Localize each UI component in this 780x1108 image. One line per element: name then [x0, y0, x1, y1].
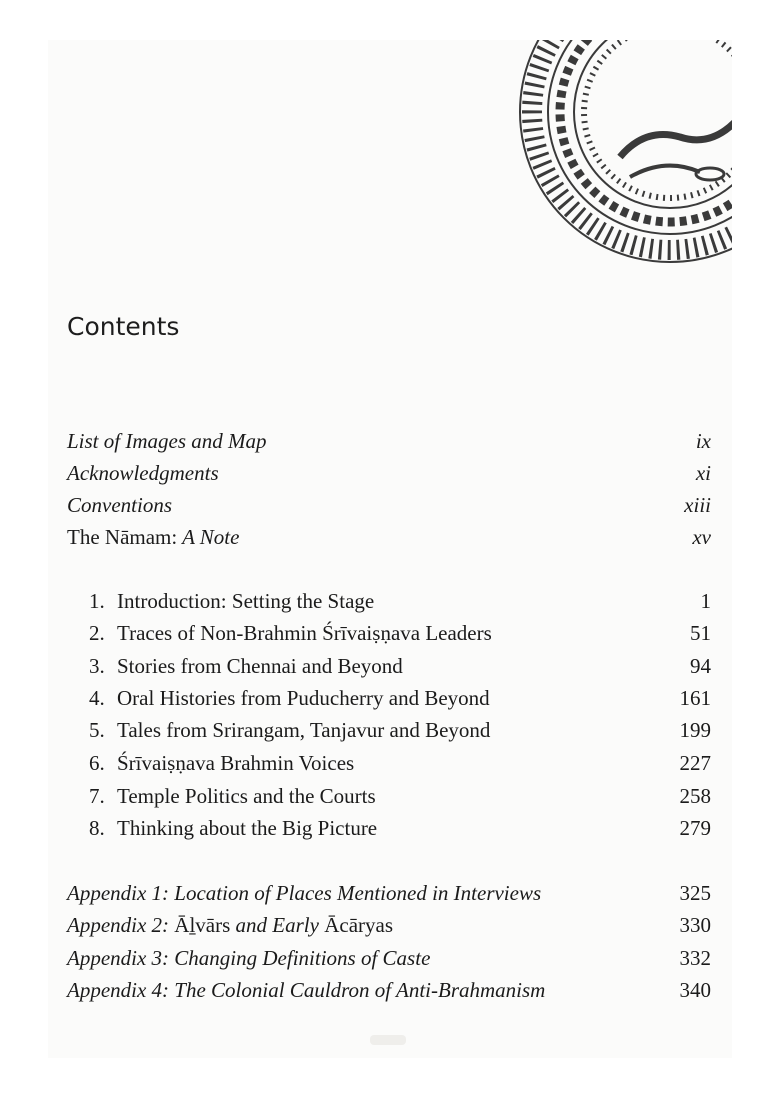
chapter-number: 1. — [89, 589, 105, 613]
entry-page: 227 — [679, 751, 711, 775]
entry-title: Appendix 4: The Colonial Cauldron of Anti-Brahmanism — [67, 978, 546, 1002]
toc-entry-chapter[interactable] — [67, 748, 711, 778]
chapter-title: Śrīvaiṣṇava Brahmin Voices — [117, 751, 355, 775]
entry-title-upright: Āḻvārs — [174, 913, 231, 937]
entry-page: 340 — [679, 978, 711, 1002]
chapter-title: Thinking about the Big Picture — [117, 816, 378, 840]
chapter-title: Stories from Chennai and Beyond — [117, 654, 403, 678]
chapter-number: 5. — [89, 718, 105, 742]
entry-title: List of Images and Map — [67, 429, 267, 453]
toc-entry-chapter[interactable] — [67, 618, 711, 648]
entry-title: Acknowledgments — [67, 461, 219, 485]
toc-entry-chapter[interactable] — [67, 586, 711, 616]
toc-entry-chapter[interactable] — [67, 683, 711, 713]
entry-page: 258 — [679, 784, 711, 808]
entry-page: 199 — [679, 718, 711, 742]
entry-page: 51 — [690, 621, 711, 645]
chapter-title: Temple Politics and the Courts — [117, 784, 376, 808]
chapter-number: 2. — [89, 621, 105, 645]
book-page — [48, 40, 732, 1058]
entry-title: Appendix 1: Location of Places Mentioned in Interviews — [67, 881, 542, 905]
entry-page: 332 — [679, 946, 711, 970]
page-smudge — [370, 1035, 406, 1045]
entry-page: 161 — [679, 686, 711, 710]
chapter-title: Traces of Non-Brahmin Śrīvaiṣṇava Leaders — [117, 621, 492, 645]
toc-entry-front-matter[interactable] — [67, 522, 711, 552]
toc-entry-front-matter[interactable] — [67, 490, 711, 520]
entry-title — [67, 910, 393, 940]
toc-entry-appendix[interactable] — [67, 943, 711, 973]
entry-title-part: and Early — [230, 913, 325, 937]
chapter-number: 4. — [89, 686, 105, 710]
entry-page: xi — [695, 461, 711, 485]
chapter-number: 6. — [89, 751, 105, 775]
entry-title — [67, 522, 239, 552]
toc-entry-front-matter[interactable] — [67, 426, 711, 456]
entry-page: xiii — [684, 493, 711, 517]
entry-page: 325 — [679, 881, 711, 905]
chapter-number: 7. — [89, 784, 105, 808]
entry-title-upright: The Nāmam: — [67, 525, 178, 549]
contents-heading: Contents — [67, 312, 180, 341]
chapter-number: 3. — [89, 654, 105, 678]
chapter-title: Oral Histories from Puducherry and Beyond — [117, 686, 490, 710]
entry-title-italic: A Note — [177, 525, 240, 549]
toc-entry-appendix[interactable] — [67, 878, 711, 908]
toc-entry-appendix[interactable] — [67, 910, 711, 940]
toc-entry-chapter[interactable] — [67, 813, 711, 843]
entry-page: 94 — [690, 654, 711, 678]
decorative-mandala — [510, 40, 732, 272]
entry-title-part: Appendix 2: — [67, 913, 175, 937]
toc-entry-front-matter[interactable] — [67, 458, 711, 488]
toc-entry-chapter[interactable] — [67, 715, 711, 745]
toc-entry-appendix[interactable] — [67, 975, 711, 1005]
entry-title: Appendix 3: Changing Definitions of Caste — [67, 946, 431, 970]
entry-page: 1 — [700, 589, 711, 613]
entry-title: Conventions — [67, 493, 172, 517]
entry-page: 279 — [679, 816, 711, 840]
toc-entry-chapter[interactable] — [67, 651, 711, 681]
entry-page: ix — [695, 429, 711, 453]
chapter-number: 8. — [89, 816, 105, 840]
entry-page: xv — [692, 525, 711, 549]
chapter-title: Tales from Srirangam, Tanjavur and Beyond — [117, 718, 491, 742]
toc-entry-chapter[interactable] — [67, 781, 711, 811]
entry-title-upright: Ācāryas — [324, 913, 393, 937]
chapter-title: Introduction: Setting the Stage — [117, 589, 375, 613]
entry-page: 330 — [679, 913, 711, 937]
